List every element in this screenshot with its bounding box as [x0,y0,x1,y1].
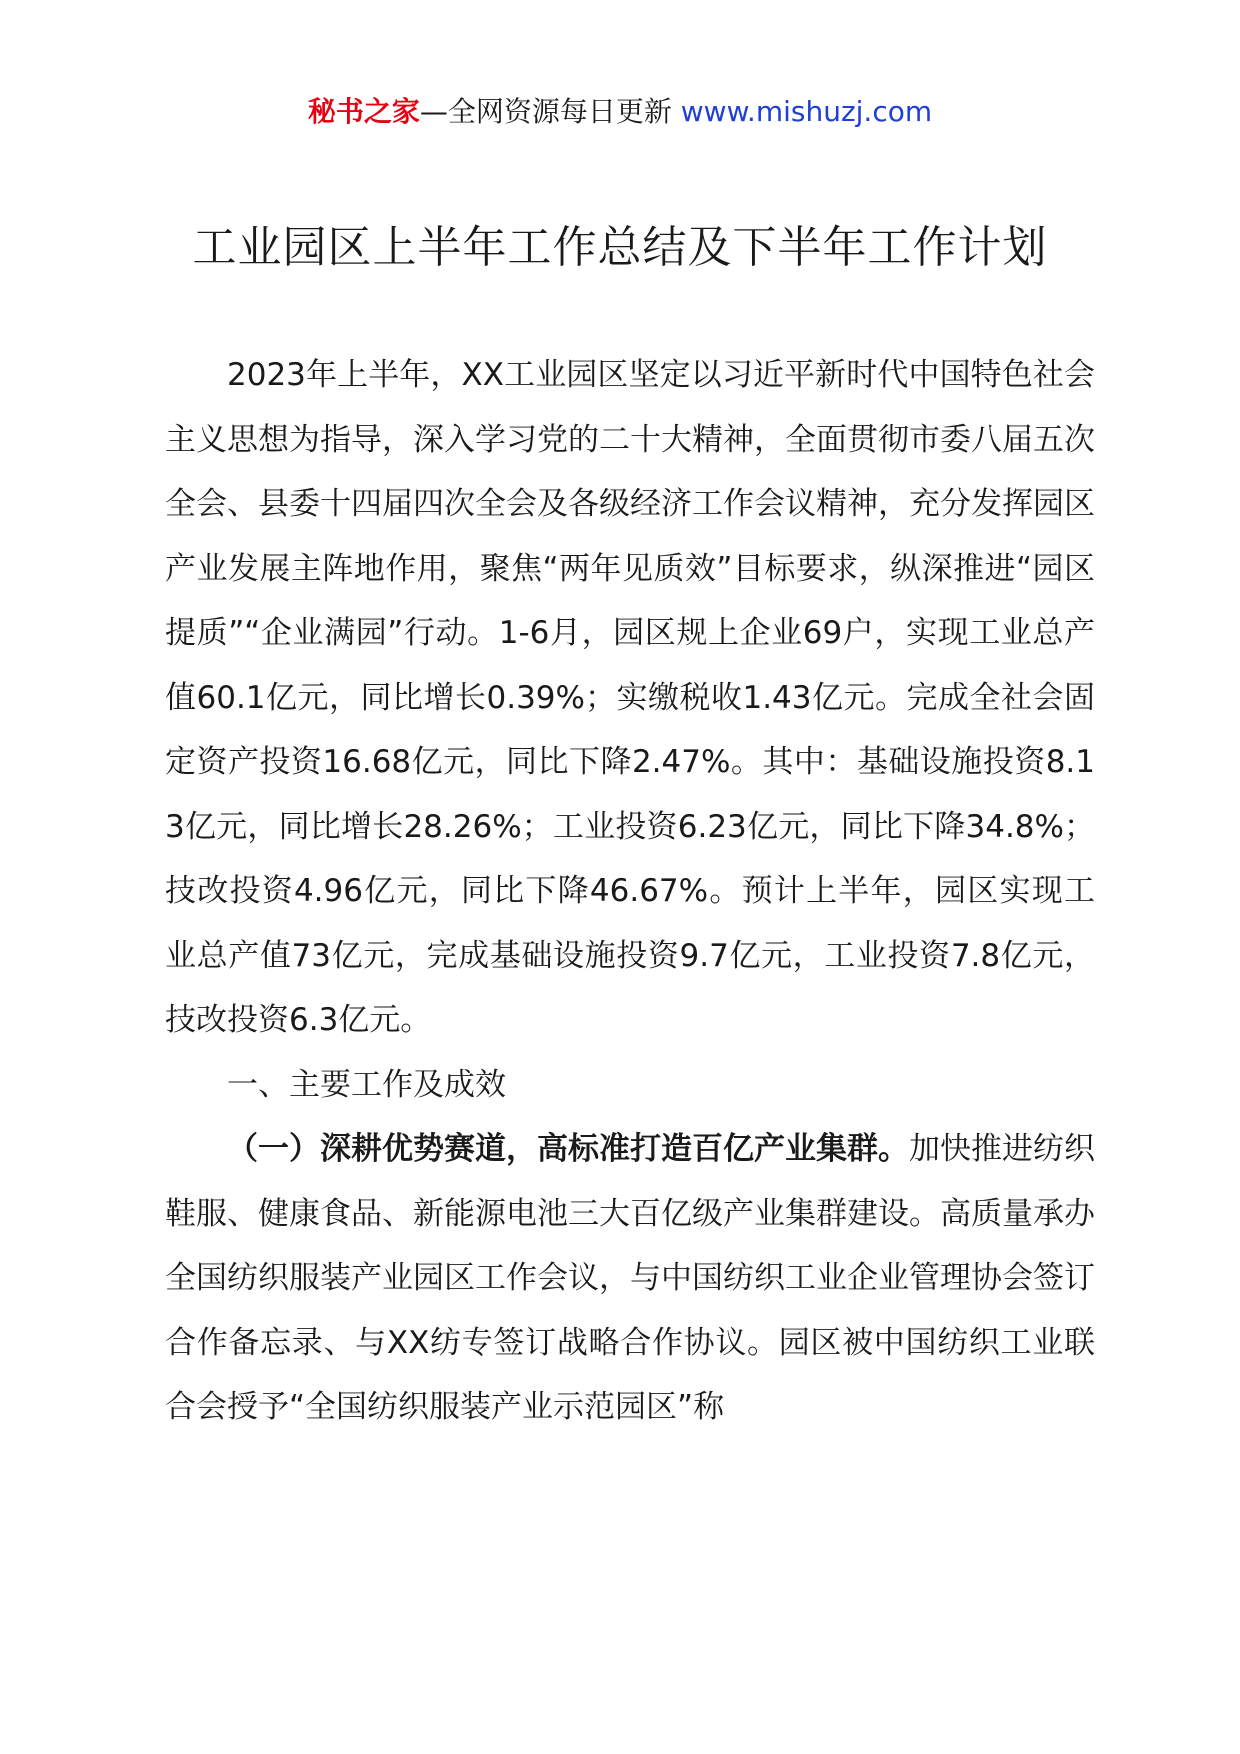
header-tagline: —全网资源每日更新 [419,95,681,128]
document-body [165,343,1095,1440]
site-url-link[interactable]: www.mishuzj.com [680,95,933,128]
brand-name: 秘书之家 [307,95,420,128]
subsection-lead: （一）深耕优势赛道，高标准打造百亿产业集群。 [227,1131,909,1167]
site-header [0,92,1240,132]
subsection-body: 加快推进纺织鞋服、健康食品、新能源电池三大百亿级产业集群建设。高质量承办全国纺织服装产业园区工作会议，与中国纺织工业企业管理协会签订合作备忘录、与XX纺专签订战略合作协议。园区被中国纺织工业联合会授予“全国纺织服装产业示范园区”称 [165,1131,1095,1425]
section-heading: 一、主要工作及成效 [227,1066,506,1103]
subsection-paragraph [165,1117,1095,1440]
document-title: 工业园区上半年工作总结及下半年工作计划 [192,222,1048,273]
intro-paragraph: 2023年上半年，XX工业园区坚定以习近平新时代中国特色社会主义思想为指导，深入学习党的二十大精神，全面贯彻市委八届五次全会、县委十四届四次全会及各级经济工作会议精神，充分发挥园区产业发展主阵地作用，聚焦“两年见质效”目标要求，纵深推进“园区提质”“企业满园”行动。1-6月，园区规上企业69户，实现工业总产值60.1亿元，同比增长0.39%；实缴税收1.43亿元。完成全社会固定资产投资16.68亿元，同比下降2.47%。其中：基础设施投资8.13亿元，同比增长28.26%；工业投资6.23亿元，同比下降34.8%；技改投资4.96亿元，同比下降46.67%。预计上半年，园区实现工业总产值73亿元，完成基础设施投资9.7亿元，工业投资7.8亿元，技改投资6.3亿元。 [165,357,1095,1038]
